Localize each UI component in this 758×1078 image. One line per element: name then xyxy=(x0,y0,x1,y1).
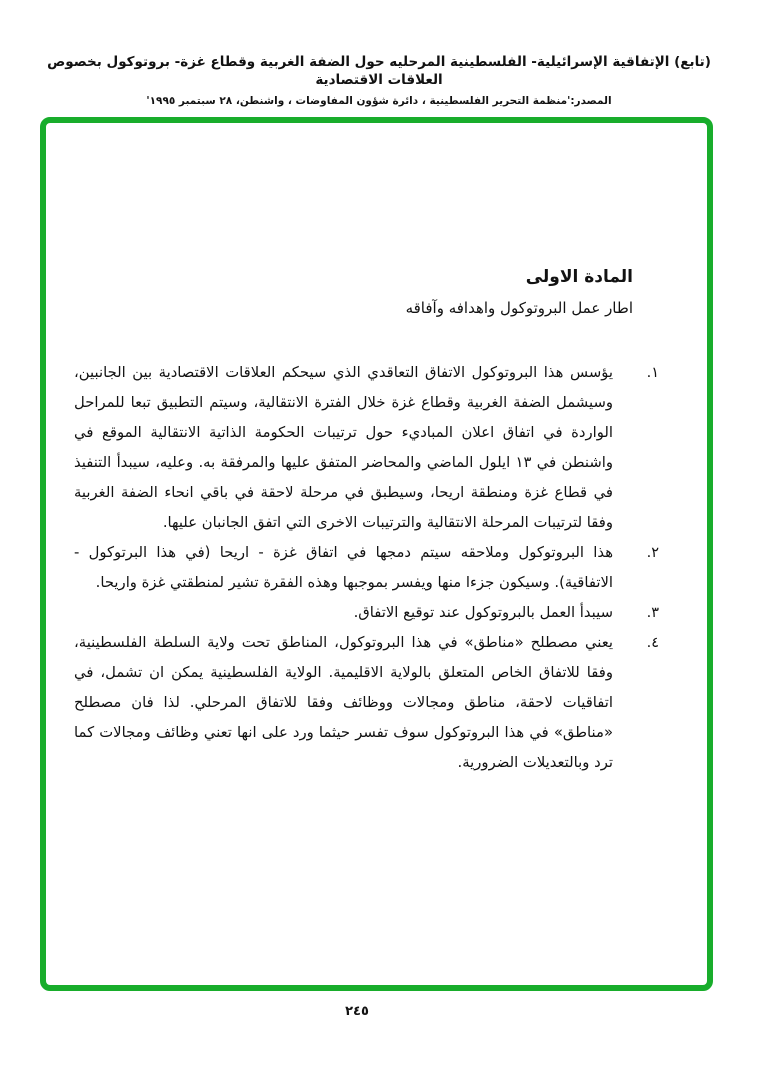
document-title: (تابع) الإتفاقية الإسرائيلية- الفلسطينية المرحليه حول الضفة الغربية وقطاع غزة- بروتوكول بخصوص العلاقات الاقتصادية xyxy=(47,54,711,88)
frame-content xyxy=(46,123,707,985)
list-item-3 xyxy=(74,598,659,628)
document-header xyxy=(20,53,738,108)
list-item-4 xyxy=(74,628,659,778)
list-item-text: يؤسس هذا البروتوكول الاتفاق التعاقدي الذي سيحكم العلاقات الاقتصادية بين الجانبين، وسيشمل الضفة الغربية وقطاع غزة خلال الفترة الانتقالية، وسيتم التطبيق تبعا للمراحل الواردة في اتفاق اعلان المباديء حول ترتيبات الحكومة الذاتية الانتقالية الموقع في واشنطن في ١٣ ايلول الماضي والمحاضر المتفق عليها والمرفقة به. وعليه، سيبدأ التنفيذ في قطاع غزة ومنطقة اريحا، وسيطبق في مرحلة لاحقة في باقي انحاء الضفة الغربية وفقا لترتيبات المرحلة الانتقالية والترتيبات الاخرى التي اتفق الجانبان عليها. xyxy=(74,364,613,531)
article-heading xyxy=(74,265,633,320)
document-source: المصدر:'منظمة التحرير الفلسطينية ، دائرة شؤون المفاوضات ، واشنطن، ٢٨ سبتمبر ١٩٩٥' xyxy=(146,95,612,107)
article-title: المادة الاولى xyxy=(525,267,633,287)
list-item-2 xyxy=(74,538,659,598)
green-frame xyxy=(40,117,713,991)
page-number: ٢٤٥ xyxy=(345,1004,369,1019)
list-item-number: ١. xyxy=(646,365,659,381)
list-item-number: ٣. xyxy=(646,605,659,621)
list-item-number: ٤. xyxy=(646,635,659,651)
list-item-text: سيبدأ العمل بالبروتوكول عند توقيع الاتفاق. xyxy=(353,604,613,621)
article-items xyxy=(74,358,659,778)
list-item-number: ٢. xyxy=(646,545,659,561)
list-item-text: هذا البروتوكول وملاحقه سيتم دمجها في اتفاق غزة - اريحا (في هذا البرتوكول - الاتفاقية). وسيكون جزءا منها ويفسر بموجبها وهذه الفقرة تشير لمنطقتي غزة واريحا. xyxy=(74,544,613,591)
list-item-1 xyxy=(74,358,659,538)
article-subtitle: اطار عمل البروتوكول واهدافه وآفاقه xyxy=(405,299,633,317)
list-item-text: يعني مصطلح «مناطق» في هذا البروتوكول، المناطق تحت ولاية السلطة الفلسطينية، وفقا للاتفاق الخاص المتعلق بالولاية الاقليمية. الولاية الفلسطينية يمكن ان تشمل، في اتفاقيات لاحقة، مناطق ومجالات ووظائف وفقا للاتفاق المرحلي. لذا فان مصطلح «مناطق» في هذا البروتوكول سوف تفسر حيثما ورد على انها تعني وظائف ومجالات كما ترد وبالتعديلات الضرورية. xyxy=(74,634,613,771)
